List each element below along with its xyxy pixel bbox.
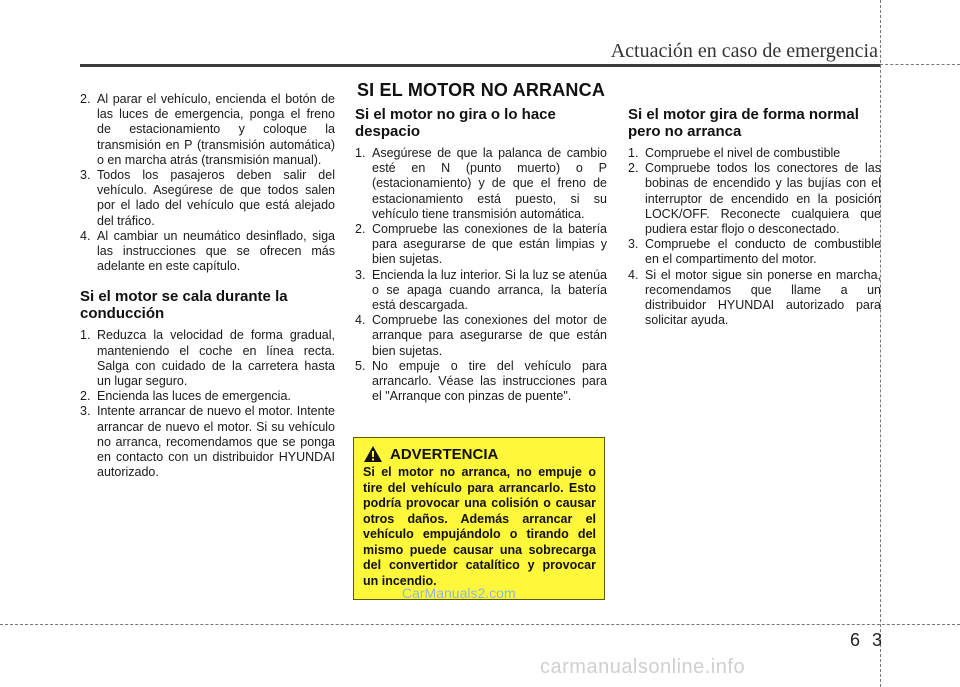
list-item: 2. Al parar el vehículo, encienda el botón de las luces de emergencia, ponga el freno de estacionamiento y coloque la transmisión en P (transmisión automática) o en marcha atrás (transmisión manual). [80,92,335,167]
page-number: 63 [850,630,895,650]
chapter-title: Actuación en caso de emergencia [610,40,878,62]
header-rule-dashed [880,64,960,65]
warning-triangle-icon [363,445,383,463]
subheading-engine-normal: Si el motor gira de forma normal pero no arranca [628,106,859,140]
list-item: 3. Encienda la luz interior. Si la luz se atenúa o se apaga cuando arranca, la batería está descargada. [355,267,607,313]
header-rule [80,64,880,67]
column-1 [80,92,335,480]
subheading-engine-stalls: Si el motor se cala durante la conducción [80,288,288,323]
list-item: 2. Compruebe todos los conectores de las bobinas de encendido y las bujías con el interruptor de encendido en la posición LOCK/OFF. Reconecte cualquiera que pudiera estar flojo o desconectado. [628,161,881,237]
list-item: 1. Asegúrese de que la palanca de cambio esté en N (punto muerto) o P (estacionamiento) y de que el freno de estacionamiento está puesto, si su vehículo tiene transmisión automática. [355,146,607,221]
list-item: 3. Todos los pasajeros deben salir del vehículo. Asegúrese de que todos salen por el lado del vehículo que está alejado del tráfico. [80,168,335,228]
list-item: 3. Compruebe el conducto de combustible en el compartimento del motor. [628,237,881,267]
list-item: 1. Compruebe el nivel de combustible [628,146,841,160]
list-item: 3. Intente arrancar de nuevo el motor. Intente arrancar de nuevo el motor. Si su vehículo no arranca, recomendamos que se ponga en contacto con un distribuidor HYUNDAI autorizado. [80,404,335,480]
stall-steps-list [80,328,335,480]
steps-list-continued [80,92,335,274]
column-3 [628,92,881,328]
list-item: 2. Encienda las luces de emergencia. [80,389,291,404]
warning-box [353,437,605,600]
warning-text: Si el motor no arranca, no empuje o tire del vehículo para arrancarlo. Esto podría provocar una colisión o causar otros daños. Además arrancar el vehículo empujándolo o tirando del mismo puede causar una sobrecarga del convertidor catalítico y provocar un incendio. [363,465,596,588]
list-item: 5. No empuje o tire del vehículo para arrancarlo. Véase las instrucciones para el "Arranque con pinzas de puente". [355,358,607,404]
subheading-engine-slow: Si el motor no gira o lo hace despacio [355,106,556,140]
section-title: SI EL MOTOR NO ARRANCA [356,80,606,100]
list-item: 2. Compruebe las conexiones de la batería para asegurarse de que están limpias y bien sujetas. [355,222,607,267]
footer-rule [0,624,960,625]
normal-crank-steps-list [628,146,881,328]
list-item: 4. Compruebe las conexiones del motor de arranque para asegurarse de que están bien sujetas. [355,313,607,358]
watermark-bottom: carmanualsonline.info [540,656,746,678]
warning-header [363,445,596,463]
column-2 [355,92,607,404]
watermark-top: CarManuals2.com [402,585,516,601]
list-item: 4. Al cambiar un neumático desinflado, siga las instrucciones que se ofrecen más adelante en este capítulo. [80,228,335,274]
slow-crank-steps-list [355,146,607,404]
list-item: 4. Si el motor sigue sin ponerse en marcha, recomendamos que llame a un distribuidor HYUNDAI autorizado para solicitar ayuda. [628,267,881,328]
warning-title: ADVERTENCIA [390,445,499,463]
list-item: 1. Reduzca la velocidad de forma gradual, manteniendo el coche en línea recta. Salga con cuidado de la carretera hasta un lugar seguro. [80,328,335,389]
